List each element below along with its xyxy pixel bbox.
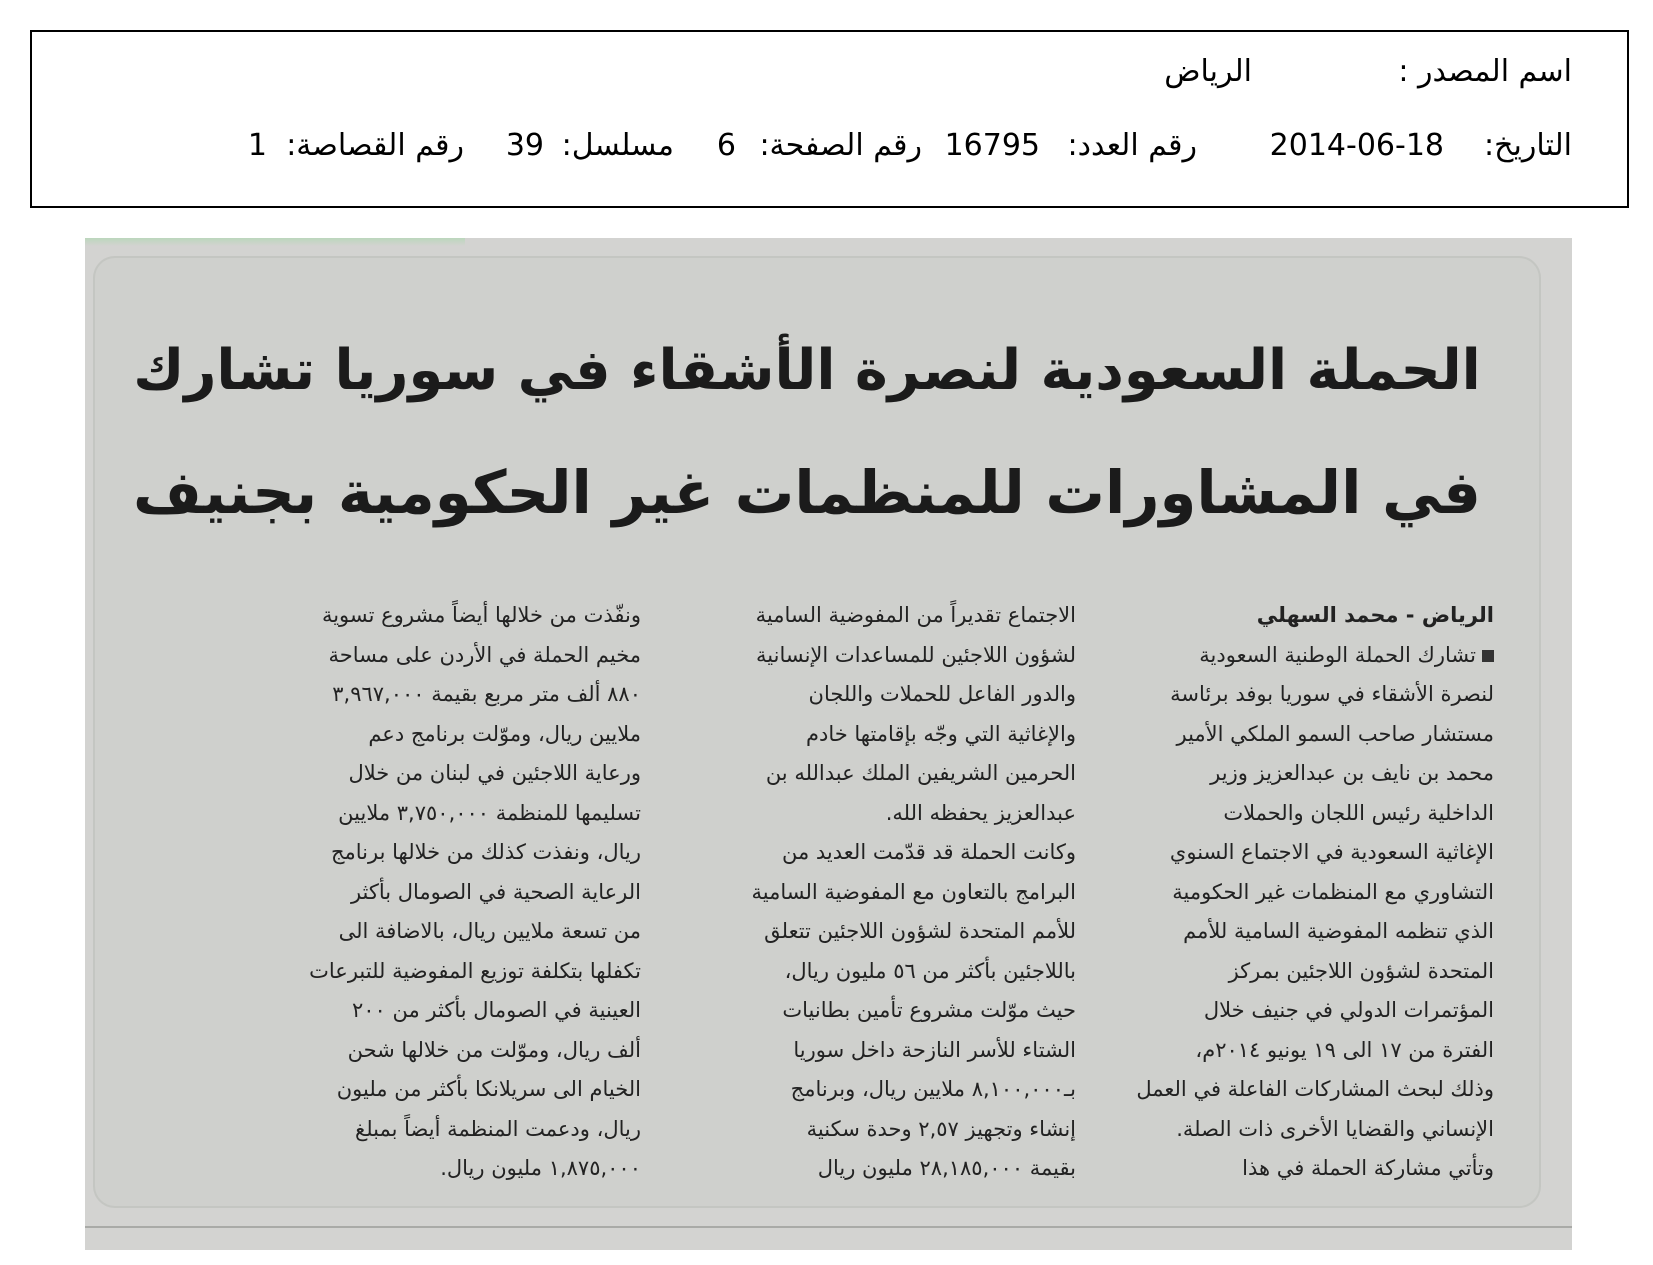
date-label: التاريخ:: [1484, 128, 1572, 163]
column-line: التشاوري مع المنظمات غير الحكومية: [1172, 879, 1494, 904]
column-line: عبدالعزيز يحفظه الله.: [885, 800, 1076, 825]
column-line: الإغاثية السعودية في الاجتماع السنوي: [1169, 840, 1494, 864]
column-line: والإغاثية التي وجّه بإقامتها خادم: [805, 721, 1076, 746]
column-line: ريال، ودعمت المنظمة أيضاً بمبلغ: [355, 1116, 641, 1141]
column-line: الفترة من ١٧ الى ١٩ يونيو ٢٠١٤م،: [1195, 1037, 1494, 1062]
column-line: حيث موّلت مشروع تأمين بطانيات: [782, 998, 1076, 1022]
clipping-top-edge: [85, 238, 465, 246]
column-line: ١,٨٧٥,٠٠٠ مليون ريال.: [440, 1156, 641, 1180]
column-line: الداخلية رئيس اللجان والحملات: [1223, 800, 1494, 825]
column-line: المؤتمرات الدولي في جنيف خلال: [1203, 998, 1494, 1022]
column-line: للأمم المتحدة لشؤون اللاجئين تتعلق: [764, 919, 1076, 943]
column-line: بقيمة ٢٨,١٨٥,٠٠٠ مليون ريال: [817, 1156, 1076, 1180]
page-value: 6: [716, 128, 736, 163]
column-line: البرامج بالتعاون مع المفوضية السامية: [751, 879, 1076, 904]
clip-number-label: رقم القصاصة:: [286, 128, 464, 163]
clipping-bottom-rule: [85, 1226, 1572, 1228]
column-line: مخيم الحملة في الأردن على مساحة: [328, 642, 641, 667]
issue-label: رقم العدد:: [1067, 128, 1197, 163]
column-line: وتأتي مشاركة الحملة في هذا: [1242, 1156, 1494, 1180]
column-line: الاجتماع تقديراً من المفوضية السامية: [755, 603, 1076, 627]
column-line: الشتاء للأسر النازحة داخل سوريا: [793, 1037, 1076, 1062]
serial-value: 39: [505, 128, 544, 163]
clipping-metadata-box: [30, 30, 1629, 208]
clip-number-value: 1: [247, 128, 267, 163]
column-line: الرعاية الصحية في الصومال بأكثر: [350, 879, 641, 904]
column-line: الإنساني والقضايا الأخرى ذات الصلة.: [1176, 1116, 1494, 1141]
source-label: اسم المصدر :: [1398, 54, 1572, 89]
byline: الرياض - محمد السهلي: [1256, 603, 1494, 627]
column-line: ٨٨٠ ألف متر مربع بقيمة ٣,٩٦٧,٠٠٠: [332, 682, 641, 706]
column-line: ريال، ونفذت كذلك من خلالها برنامج: [330, 840, 641, 864]
column-line: تشارك الحملة الوطنية السعودية: [1109, 636, 1494, 676]
column-line: باللاجئين بأكثر من ٥٦ مليون ريال،: [784, 958, 1076, 983]
serial-label: مسلسل:: [561, 128, 674, 163]
column-line: لشؤون اللاجئين للمساعدات الإنسانية: [756, 642, 1076, 667]
column-line: العينية في الصومال بأكثر من ٢٠٠: [352, 998, 641, 1022]
column-line: تكفلها بتكلفة توزيع المفوضية للتبرعات: [309, 958, 641, 983]
column-line: ملايين ريال، وموّلت برنامج دعم: [368, 721, 641, 746]
column-line: وذلك لبحث المشاركات الفاعلة في العمل: [1136, 1077, 1494, 1101]
column-line: مستشار صاحب السمو الملكي الأمير: [1176, 721, 1494, 746]
article-column-3: [205, 596, 641, 1189]
column-line: المتحدة لشؤون اللاجئين بمركز: [1228, 958, 1494, 983]
column-line: الحرمين الشريفين الملك عبدالله بن: [765, 761, 1076, 785]
column-line: بـ٨,١٠٠,٠٠٠ ملايين ريال، وبرنامج: [790, 1077, 1076, 1101]
column-line: محمد بن نايف بن عبدالعزيز وزير: [1210, 761, 1494, 785]
column-line: ونفّذت من خلالها أيضاً مشروع تسوية: [321, 603, 641, 627]
article-column-1: [1109, 596, 1494, 1189]
column-line: الذي تنظمه المفوضية السامية للأمم: [1183, 919, 1494, 943]
column-line: تسليمها للمنظمة ٣,٧٥٠,٠٠٠ ملايين: [338, 800, 641, 825]
column-line: لنصرة الأشقاء في سوريا بوفد برئاسة: [1170, 682, 1494, 706]
date-value: 2014-06-18: [1269, 128, 1444, 163]
column-line: ورعاية اللاجئين في لبنان من خلال: [348, 761, 641, 785]
article-panel: [93, 256, 1541, 1208]
source-value: الرياض: [1164, 54, 1252, 89]
column-line: إنشاء وتجهيز ٢,٥٧ وحدة سكنية: [806, 1116, 1076, 1141]
column-line: وكانت الحملة قد قدّمت العديد من: [782, 840, 1076, 864]
bullet-square-icon: [1482, 650, 1494, 662]
headline-line-2: في المشاورات للمنظمات غير الحكومية بجنيف: [133, 458, 1481, 527]
column-line: والدور الفاعل للحملات واللجان: [808, 682, 1076, 706]
headline-line-1: الحملة السعودية لنصرة الأشقاء في سوريا تشارك: [133, 338, 1481, 403]
article-column-2: [656, 596, 1076, 1189]
column-line: من تسعة ملايين ريال، بالاضافة الى: [338, 919, 641, 943]
column-line: الخيام الى سريلانكا بأكثر من مليون: [336, 1077, 641, 1101]
page-label: رقم الصفحة:: [759, 128, 922, 163]
column-line: ألف ريال، وموّلت من خلالها شحن: [347, 1037, 641, 1062]
newspaper-clipping: [85, 238, 1572, 1250]
issue-value: 16795: [944, 128, 1040, 163]
